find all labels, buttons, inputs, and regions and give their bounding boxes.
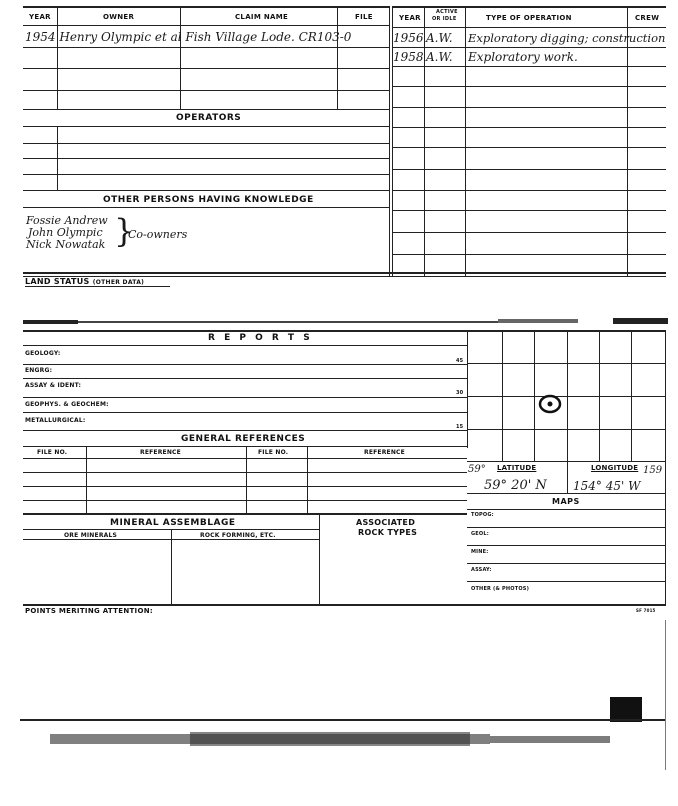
report-assay: ASSAY & IDENT: (25, 382, 82, 389)
lon-suffix: 159 (643, 465, 663, 476)
operators-title: OPERATORS (176, 113, 242, 123)
claims-name-header: CLAIM NAME (235, 13, 289, 21)
land-status-label: LAND STATUS (OTHER DATA) (25, 277, 145, 286)
ref-fileno-header-1: FILE NO. (37, 449, 68, 456)
points-label: POINTS MERITING ATTENTION: (25, 607, 153, 615)
scan-band (23, 315, 668, 329)
person-name-1: Fossie Andrew (26, 214, 108, 227)
report-metallurgical: METALLURGICAL: (25, 417, 86, 424)
maps-title: MAPS (552, 497, 580, 506)
location-marker (538, 394, 562, 414)
brace-icon: } (114, 212, 135, 250)
co-owners-note: Co-owners (128, 228, 188, 241)
ops-row-2-type: Exploratory work. (468, 50, 578, 64)
map-other: OTHER (& PHOTOS) (471, 586, 530, 592)
map-topog: TOPOG: (471, 512, 494, 518)
lat-prefix: 59° (468, 464, 486, 475)
ops-year-header: YEAR (399, 14, 421, 22)
ops-active-header: ACTIVE (436, 9, 458, 15)
claims-file-header: FILE (355, 13, 373, 21)
general-references-title: GENERAL REFERENCES (181, 434, 306, 444)
longitude-value: 154° 45' W (573, 479, 641, 493)
report-num-45: 45 (456, 358, 464, 364)
latitude-value: 59° 20' N (484, 478, 547, 493)
report-geophys: GEOPHYS. & GEOCHEM: (25, 401, 109, 408)
report-geology: GEOLOGY: (25, 350, 61, 357)
ref-reference-header-1: REFERENCE (140, 449, 181, 456)
latitude-label: LATITUDE (497, 464, 537, 472)
ops-idle-header: OR IDLE (432, 16, 457, 22)
form-code: SF 7015 (636, 608, 656, 613)
mineral-title: MINERAL ASSEMBLAGE (110, 518, 236, 528)
rock-types-header: ROCK TYPES (358, 528, 418, 537)
ops-type-header: TYPE OF OPERATION (486, 14, 572, 22)
ops-row-1-year: 1956 (393, 31, 424, 45)
report-num-30: 30 (456, 390, 464, 396)
report-engrg: ENGRG: (25, 367, 53, 374)
associated-header: ASSOCIATED (356, 518, 416, 527)
ops-row-2-year: 1958 (393, 50, 424, 64)
claims-owner-header: OWNER (103, 13, 135, 21)
person-name-2: John Olympic (28, 226, 103, 239)
ops-row-1-type: Exploratory digging; construction (468, 31, 666, 45)
longitude-label: LONGITUDE (591, 464, 639, 472)
ore-minerals-header: ORE MINERALS (64, 532, 118, 539)
claims-year-header: YEAR (29, 13, 51, 21)
ref-fileno-header-2: FILE NO. (258, 449, 289, 456)
other-persons-title: OTHER PERSONS HAVING KNOWLEDGE (103, 195, 314, 205)
claim-row-1: 1954 Henry Olympic et al Fish Village Lode. CR103-0 (25, 30, 352, 44)
bottom-scan-band (20, 690, 670, 780)
map-assay: ASSAY: (471, 567, 492, 573)
map-mine: MINE: (471, 549, 489, 555)
ops-crew-header: CREW (635, 14, 660, 22)
person-name-3: Nick Nowatak (26, 238, 106, 251)
rock-forming-header: ROCK FORMING, ETC. (200, 532, 276, 539)
ops-row-1-status: A.W. (426, 31, 453, 45)
map-geol: GEOL: (471, 531, 489, 537)
reports-title: R E P O R T S (208, 333, 313, 343)
ops-row-2-status: A.W. (426, 50, 453, 64)
ref-reference-header-2: REFERENCE (364, 449, 405, 456)
report-num-15: 15 (456, 424, 464, 430)
